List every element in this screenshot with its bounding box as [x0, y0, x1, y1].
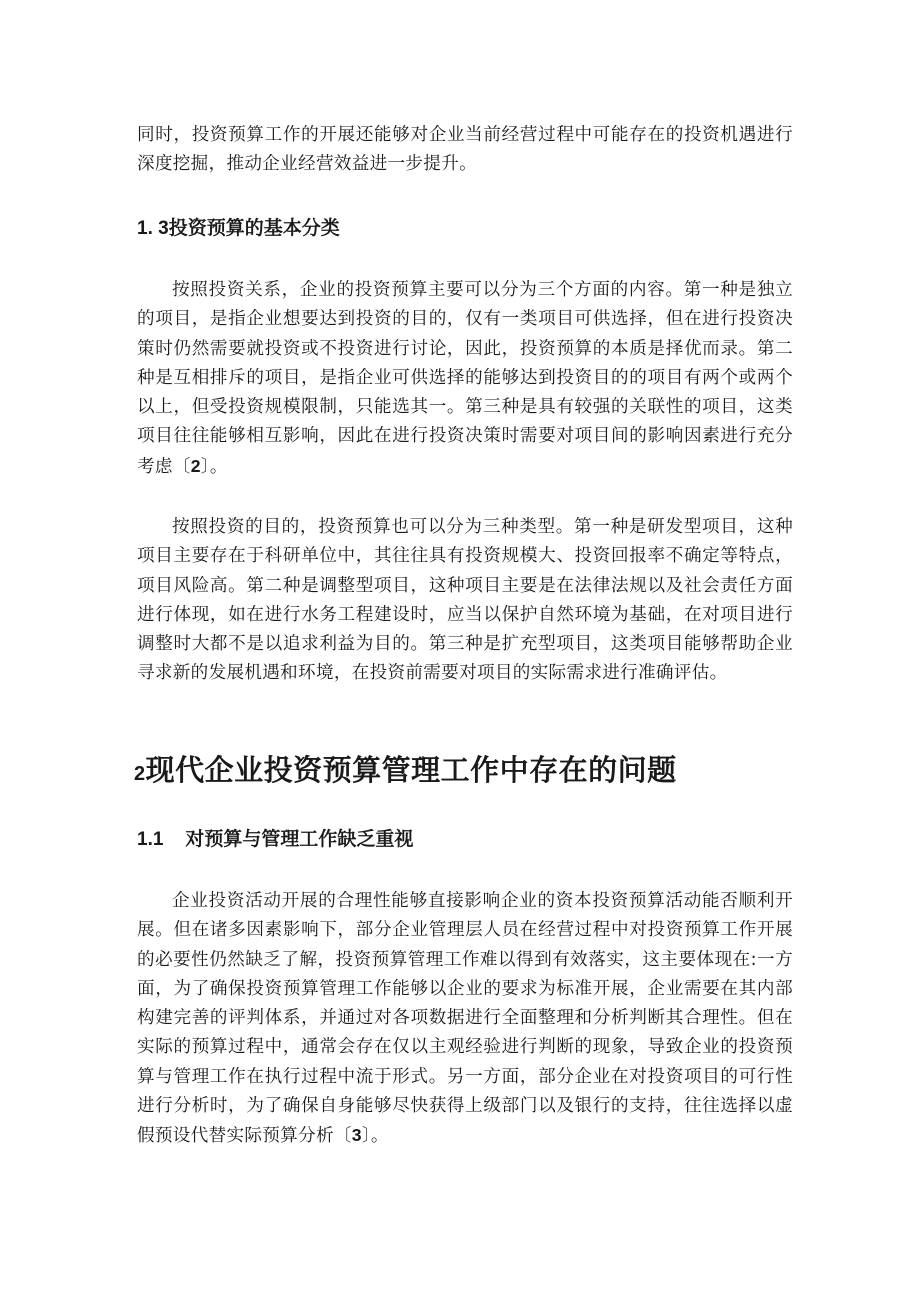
- section-heading-1-1: [137, 826, 413, 853]
- paragraph-investment-opportunity: [137, 121, 793, 180]
- paragraph-text-end: 〕。: [361, 1126, 389, 1147]
- paragraph-text-end: 〕。: [200, 456, 228, 477]
- citation-ref: 3: [351, 1125, 362, 1146]
- paragraph-lack-of-attention: [137, 887, 793, 1152]
- paragraph-text: 同时，投资预算工作的开展还能够对企业当前经营过程中可能存在的投资机遇进行深度挖掘，推动企业经营效益进一步提升。: [137, 125, 793, 175]
- paragraph-investment-relations: [137, 276, 793, 482]
- paragraph-text: 按照投资关系，企业的投资预算主要可以分为三个方面的内容。第一种是独立的项目，是指企业想要达到投资的目的，仅有一类项目可供选择，但在进行投资决策时仍然需要就投资或不投资进行讨论，因此，投资预算的本质是择优而录。第二种是互相排斥的项目，是指企业可供选择的能够达到投资目的的项目有两个或两个以上，但受投资规模限制，只能选其一。第三种是具有较强的关联性的项目，这类项目往往能够相互影响，因此在进行投资决策时需要对项目间的影响因素进行充分考虑〔: [137, 280, 793, 477]
- heading-text: 对预算与管理工作缺乏重视: [185, 828, 414, 850]
- citation-ref: 2: [190, 455, 201, 476]
- heading-number: 2: [134, 763, 146, 785]
- paragraph-investment-purpose: [137, 513, 793, 689]
- heading-number: 1. 3: [137, 218, 169, 239]
- section-heading-1-3: [137, 215, 340, 242]
- chapter-heading-2: [134, 750, 677, 794]
- heading-number: 1.1: [137, 829, 164, 850]
- paragraph-text: 企业投资活动开展的合理性能够直接影响企业的资本投资预算活动能否顺利开展。但在诸多因素影响下，部分企业管理层人员在经营过程中对投资预算工作开展的必要性仍然缺乏了解，投资预算管理工作难以得到有效落实，这主要体现在:一方面，为了确保投资预算管理工作能够以企业的要求为标准开展，企业需要在其内部构建完善的评判体系，并通过对各项数据进行全面整理和分析判断其合理性。但在实际的预算过程中，通常会存在仅以主观经验进行判断的现象，导致企业的投资预算与管理工作在执行过程中流于形式。另一方面，部分企业在对投资项目的可行性进行分析时，为了确保自身能够尽快获得上级部门以及银行的支持，往往选择以虚假预设代替实际预算分析〔: [137, 891, 793, 1147]
- heading-text: 现代企业投资预算管理工作中存在的问题: [145, 753, 677, 787]
- paragraph-text: 按照投资的目的，投资预算也可以分为三种类型。第一种是研发型项目，这种项目主要存在于科研单位中，其往往具有投资规模大、投资回报率不确定等特点，项目风险高。第二种是调整型项目，这种项目主要是在法律法规以及社会责任方面进行体现，如在进行水务工程建设时，应当以保护自然环境为基础，在对项目进行调整时大都不是以追求利益为目的。第三种是扩充型项目，这类项目能够帮助企业寻求新的发展机遇和环境，在投资前需要对项目的实际需求进行准确评估。: [137, 517, 793, 684]
- heading-text: 投资预算的基本分类: [168, 217, 340, 239]
